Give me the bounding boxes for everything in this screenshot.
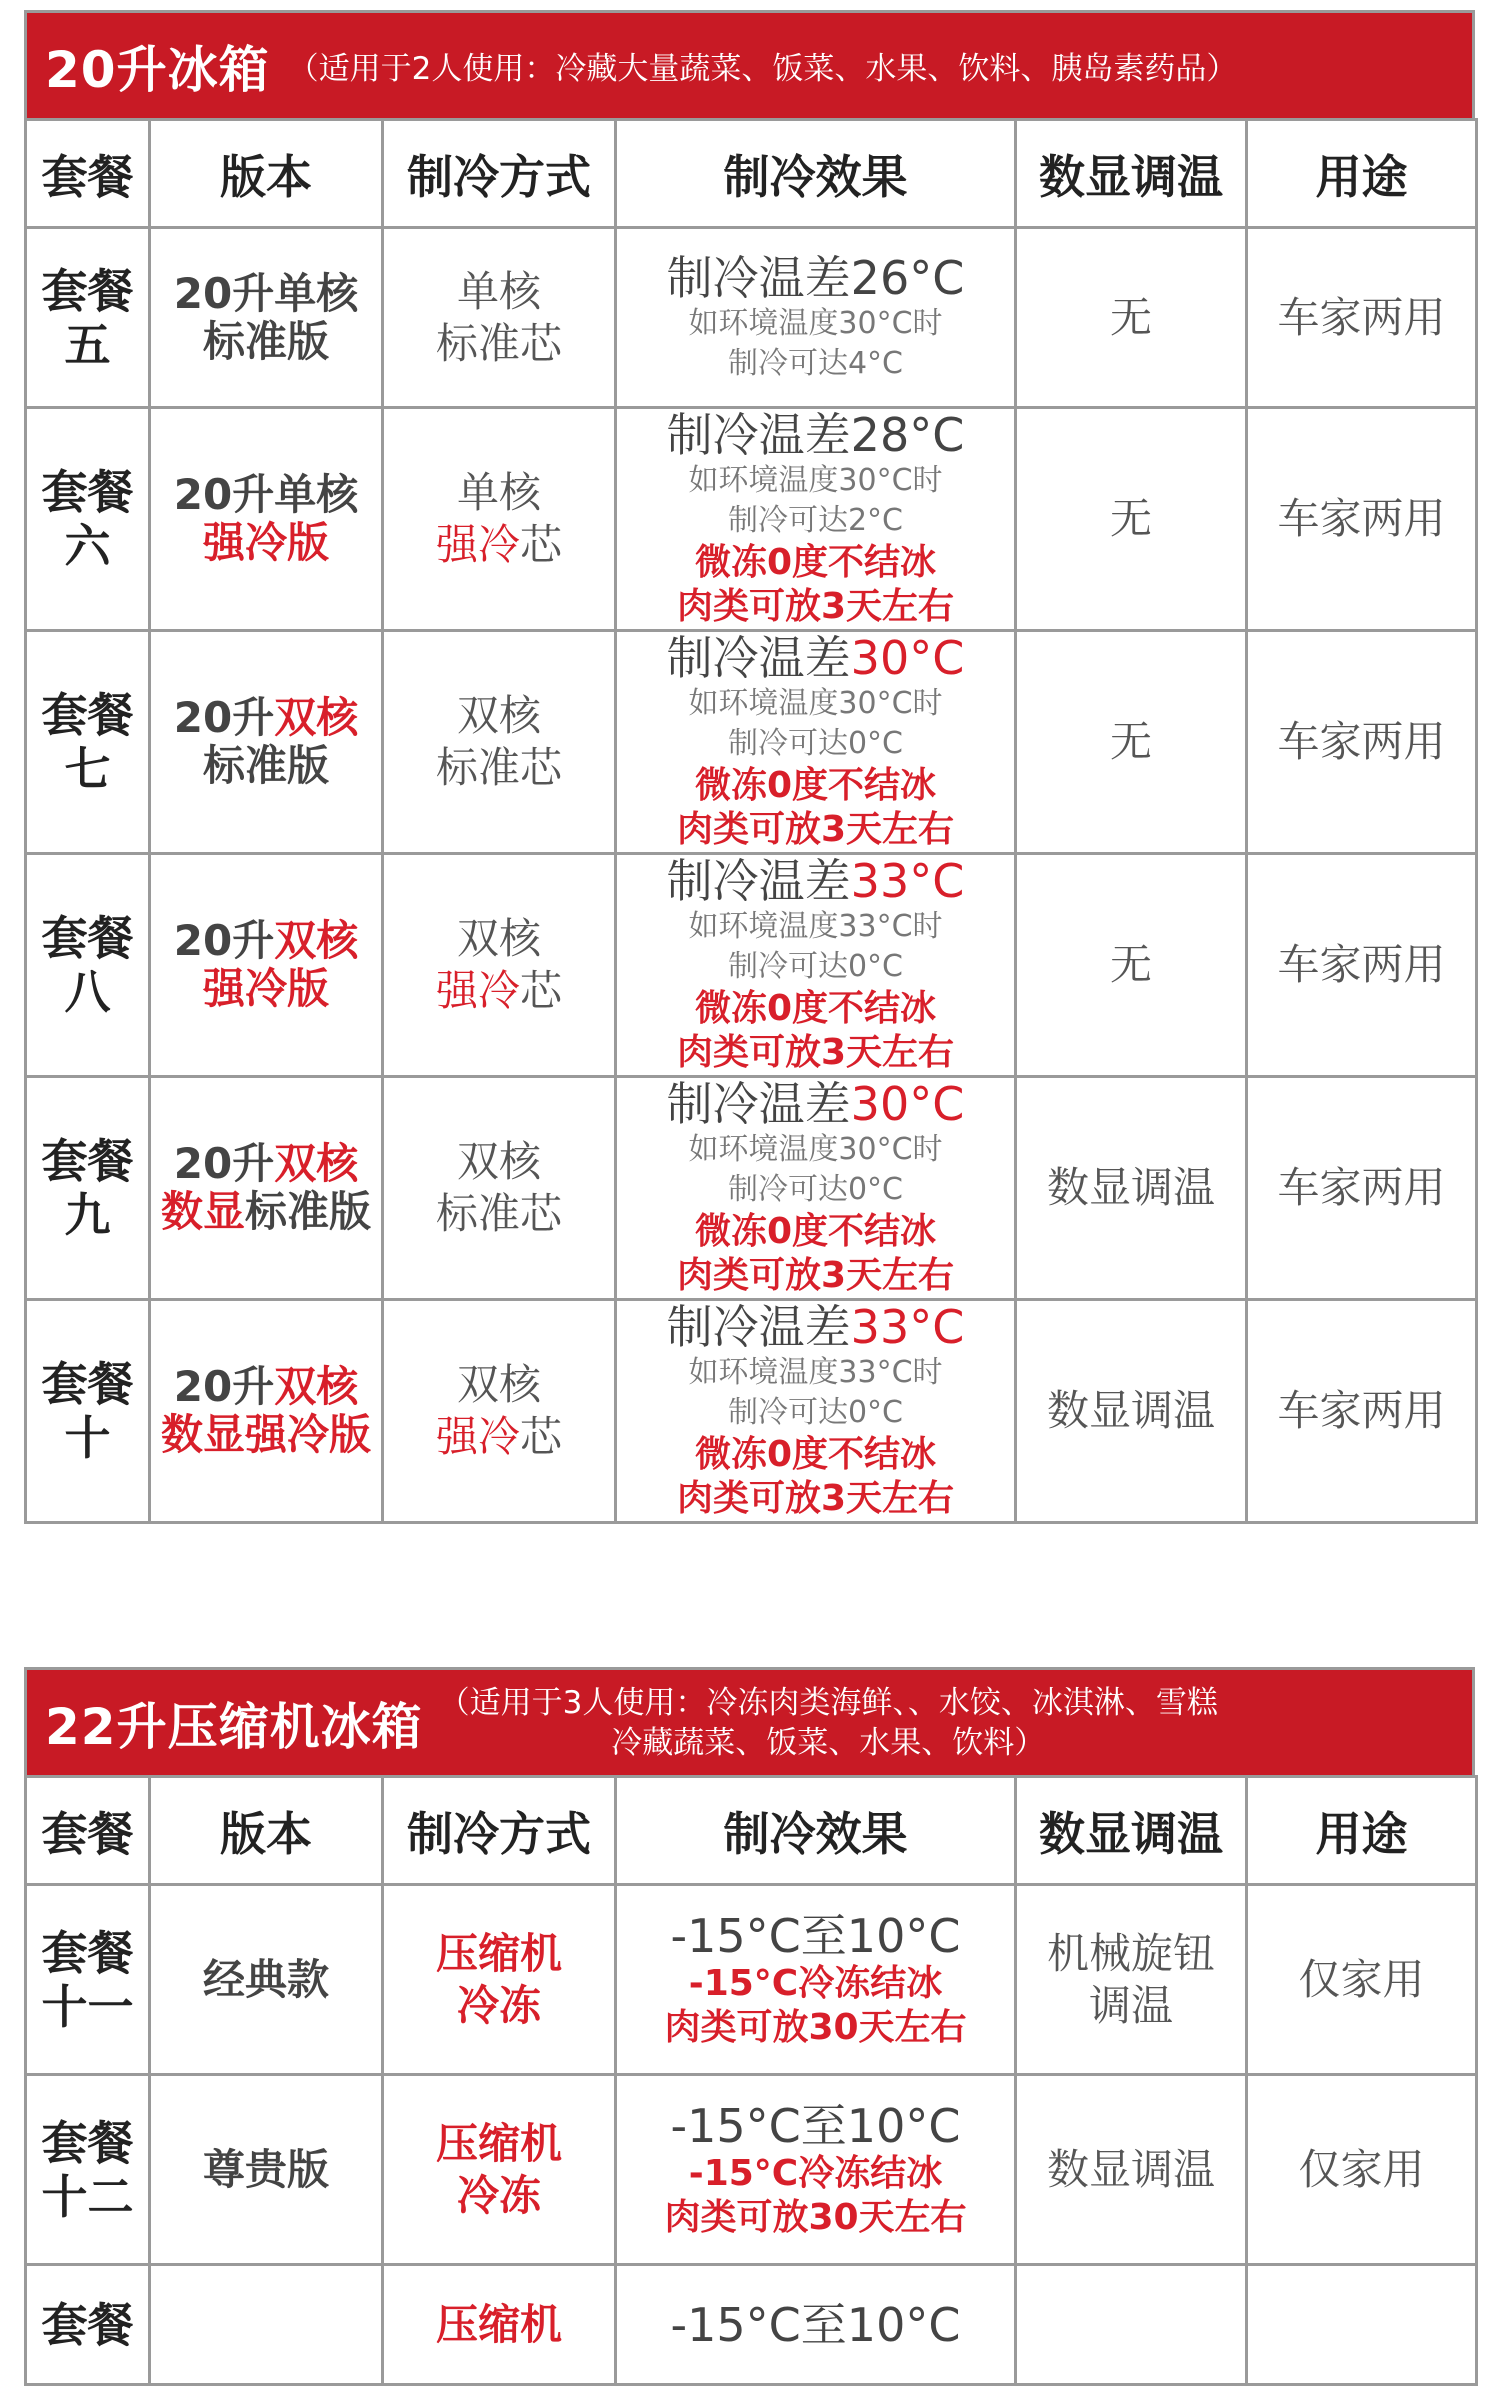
effect-detail: 如环境温度30°C时 [688, 463, 943, 498]
display-control-cell: 无 [1016, 408, 1247, 631]
effect-main-text: 制冷温差 [666, 1077, 851, 1131]
version-cell [150, 228, 383, 408]
package-cell [26, 2265, 150, 2385]
version-cell [150, 631, 383, 854]
version-line-text: 20升单核 [173, 268, 359, 318]
package-label: 套餐 [41, 1134, 134, 1188]
package-label: 六 [64, 519, 111, 573]
cooling-line-text: 双核 [456, 914, 541, 963]
cooling-method-cell [383, 1885, 616, 2075]
effect-main-text: 制冷温差 [666, 631, 851, 685]
column-header: 版本 [150, 120, 383, 228]
package-label: 套餐 [41, 465, 134, 519]
version-line [151, 270, 381, 318]
column-header: 制冷方式 [383, 120, 616, 228]
column-header: 套餐 [26, 120, 150, 228]
section-title: 20升冰箱 [45, 40, 270, 99]
cooling-line: 压缩机 [435, 1928, 562, 1978]
display-control-cell: 数显调温 [1016, 1077, 1247, 1300]
cooling-line: 压缩机 [435, 2118, 562, 2168]
effect-detail: 制冷可达0°C [727, 726, 904, 761]
column-header: 用途 [1247, 120, 1477, 228]
effect-main-value: 33°C [850, 1300, 965, 1354]
usage-cell [1247, 2265, 1477, 2385]
section-subtitle [439, 1683, 1218, 1763]
effect-highlight: 肉类可放30天左右 [664, 2006, 967, 2048]
cooling-line-text: 芯 [520, 1412, 563, 1461]
effect-highlight: 肉类可放3天左右 [676, 1478, 955, 1519]
table-row [26, 2265, 1477, 2385]
usage-cell: 车家两用 [1247, 854, 1477, 1077]
table-row [26, 854, 1477, 1077]
version-line-text: 双核 [274, 693, 359, 742]
version-line-text: 标准版 [202, 316, 329, 366]
effect-highlight: 肉类可放3天左右 [676, 1032, 955, 1073]
cooling-line-text: 标准芯 [435, 743, 562, 792]
display-control-cell [1016, 1885, 1247, 2075]
cooling-line [384, 1411, 614, 1463]
display-control-line: 调温 [1088, 1980, 1173, 2030]
version-line-text: 强冷版 [202, 518, 329, 567]
version-line-text: 标准版 [245, 1187, 372, 1236]
section-subtitle: （适用于2人使用：冷藏大量蔬菜、饭菜、水果、饮料、胰岛素药品） [287, 51, 1238, 87]
package-cell [26, 408, 150, 631]
section-20l [24, 10, 1475, 1524]
version-line-text: 20升 [173, 1362, 275, 1411]
package-label: 五 [64, 317, 111, 372]
cooling-effect-cell [616, 228, 1016, 408]
section-banner [24, 1667, 1475, 1775]
effect-main: -15°C至10°C [670, 2098, 961, 2153]
version-line-text: 双核 [274, 916, 359, 965]
cooling-method-cell [383, 854, 616, 1077]
effect-main [617, 409, 1014, 461]
package-cell [26, 1300, 150, 1523]
effect-main [617, 1078, 1014, 1130]
column-header: 套餐 [26, 1777, 150, 1885]
version-cell: 经典款 [150, 1885, 383, 2075]
effect-detail: 制冷可达4°C [727, 345, 904, 381]
package-label: 十 [64, 1411, 111, 1465]
effect-detail: 如环境温度30°C时 [688, 1132, 943, 1167]
column-header: 用途 [1247, 1777, 1477, 1885]
cooling-line [384, 1188, 614, 1240]
version-line-text: 20升 [173, 693, 275, 742]
cooling-line [384, 742, 614, 794]
version-cell [150, 1300, 383, 1523]
cooling-line-text: 单核 [456, 468, 541, 517]
effect-detail: 如环境温度30°C时 [688, 686, 943, 721]
package-label: 套餐 [41, 1925, 134, 1980]
version-cell [150, 2265, 383, 2385]
cooling-effect-cell [616, 408, 1016, 631]
table-row [26, 408, 1477, 631]
package-label: 套餐 [41, 688, 134, 742]
cooling-method-cell [383, 2265, 616, 2385]
cooling-method-cell [383, 631, 616, 854]
cooling-effect-cell [616, 2265, 1016, 2385]
usage-cell: 车家两用 [1247, 1300, 1477, 1523]
effect-highlight: 微冻0度不结冰 [694, 1211, 937, 1252]
usage-cell: 车家两用 [1247, 228, 1477, 408]
package-label: 十二 [41, 2169, 134, 2224]
effect-highlight: -15°C冷冻结冰 [688, 1962, 943, 2004]
cooling-effect-cell [616, 1885, 1016, 2075]
column-header: 版本 [150, 1777, 383, 1885]
cooling-line-text: 标准芯 [435, 1189, 562, 1238]
version-line-text: 双核 [274, 1139, 359, 1188]
section-title: 22升压缩机冰箱 [45, 1697, 423, 1756]
cooling-method-cell [383, 1077, 616, 1300]
cooling-line [384, 1359, 614, 1411]
effect-highlight: 微冻0度不结冰 [694, 765, 937, 806]
column-header: 制冷效果 [616, 1777, 1016, 1885]
package-cell [26, 1885, 150, 2075]
package-cell [26, 1077, 150, 1300]
spec-table [24, 1775, 1478, 2386]
display-control-cell: 数显调温 [1016, 1300, 1247, 1523]
effect-highlight: 微冻0度不结冰 [694, 542, 937, 583]
cooling-line-text: 强冷 [435, 520, 520, 569]
package-cell [26, 2075, 150, 2265]
display-control-cell [1016, 2265, 1247, 2385]
cooling-line-text: 芯 [520, 966, 563, 1015]
effect-main [617, 252, 1014, 304]
package-label: 套餐 [41, 263, 134, 318]
effect-detail: 如环境温度30°C时 [688, 305, 943, 341]
version-line [151, 917, 381, 965]
usage-cell: 车家两用 [1247, 631, 1477, 854]
usage-cell: 仅家用 [1247, 2075, 1477, 2265]
cooling-line [384, 690, 614, 742]
effect-main-text: 制冷温差 [666, 1300, 851, 1354]
cooling-line [384, 1136, 614, 1188]
cooling-line [384, 913, 614, 965]
cooling-method-cell [383, 2075, 616, 2265]
effect-detail: 制冷可达0°C [727, 949, 904, 984]
effect-highlight: 微冻0度不结冰 [694, 988, 937, 1029]
cooling-effect-cell [616, 2075, 1016, 2265]
version-line-text: 数显强冷版 [160, 1410, 371, 1459]
column-header: 数显调温 [1016, 120, 1247, 228]
column-header: 制冷效果 [616, 120, 1016, 228]
package-label: 七 [64, 742, 111, 796]
effect-detail: 制冷可达2°C [727, 503, 904, 538]
cooling-line [384, 965, 614, 1017]
version-line [151, 471, 381, 519]
cooling-line: 压缩机 [435, 2299, 562, 2349]
version-line [151, 318, 381, 366]
table-row [26, 631, 1477, 854]
version-line-text: 强冷版 [202, 964, 329, 1013]
version-cell [150, 854, 383, 1077]
usage-cell: 仅家用 [1247, 1885, 1477, 2075]
cooling-line-text: 强冷 [435, 966, 520, 1015]
column-header: 数显调温 [1016, 1777, 1247, 1885]
package-label: 八 [64, 965, 111, 1019]
display-control-cell: 无 [1016, 854, 1247, 1077]
package-label: 套餐 [41, 911, 134, 965]
package-label: 九 [64, 1188, 111, 1242]
version-line [151, 519, 381, 567]
effect-highlight: 肉类可放3天左右 [676, 586, 955, 627]
display-control-cell [1016, 2075, 1247, 2265]
display-control-cell: 无 [1016, 228, 1247, 408]
usage-cell: 车家两用 [1247, 1077, 1477, 1300]
effect-main [617, 855, 1014, 907]
effect-highlight: 微冻0度不结冰 [694, 1434, 937, 1475]
effect-main-value: 33°C [850, 854, 965, 908]
cooling-effect-cell [616, 854, 1016, 1077]
cooling-line [384, 266, 614, 318]
display-control-line: 数显调温 [1046, 2144, 1215, 2194]
package-cell [26, 854, 150, 1077]
effect-main-text: 制冷温差28°C [666, 408, 965, 462]
cooling-line-text: 芯 [520, 520, 563, 569]
package-cell [26, 228, 150, 408]
table-row [26, 1885, 1477, 2075]
effect-detail: 如环境温度33°C时 [688, 1355, 943, 1390]
version-cell [150, 408, 383, 631]
table-header-row [26, 120, 1477, 228]
display-control-line: 机械旋钮 [1046, 1928, 1215, 1978]
effect-main [617, 632, 1014, 684]
cooling-line [384, 467, 614, 519]
effect-main-text: 制冷温差26°C [666, 250, 965, 305]
table-row [26, 2075, 1477, 2265]
package-cell [26, 631, 150, 854]
version-line [151, 1140, 381, 1188]
cooling-effect-cell [616, 1077, 1016, 1300]
version-line [151, 965, 381, 1013]
effect-highlight: 肉类可放3天左右 [676, 1255, 955, 1296]
cooling-method-cell [383, 228, 616, 408]
cooling-effect-cell [616, 631, 1016, 854]
cooling-method-cell [383, 408, 616, 631]
effect-main-text: 制冷温差 [666, 854, 851, 908]
effect-main-value: 30°C [850, 631, 965, 685]
effect-main: -15°C至10°C [670, 1908, 961, 1963]
cooling-line-text: 双核 [456, 1137, 541, 1186]
version-line-text: 标准版 [202, 741, 329, 790]
package-label: 套餐 [41, 2297, 134, 2352]
package-label: 套餐 [41, 1357, 134, 1411]
version-line-text: 数显 [160, 1187, 245, 1236]
version-line-text: 20升单核 [173, 470, 359, 519]
table-row [26, 228, 1477, 408]
version-cell: 尊贵版 [150, 2075, 383, 2265]
version-line-text: 双核 [274, 1362, 359, 1411]
version-line [151, 694, 381, 742]
effect-main: -15°C至10°C [670, 2297, 961, 2352]
version-line [151, 1188, 381, 1236]
section-subtitle-line: （适用于3人使用：冷冻肉类海鲜、、水饺、冰淇淋、雪糕 [438, 1684, 1218, 1721]
usage-cell: 车家两用 [1247, 408, 1477, 631]
effect-detail: 制冷可达0°C [727, 1172, 904, 1207]
display-control-cell: 无 [1016, 631, 1247, 854]
cooling-line-text: 标准芯 [435, 318, 562, 368]
cooling-line-text: 双核 [456, 1360, 541, 1409]
effect-highlight: 肉类可放3天左右 [676, 809, 955, 850]
version-line-text: 20升 [173, 916, 275, 965]
cooling-effect-cell [616, 1300, 1016, 1523]
effect-main-value: 30°C [850, 1077, 965, 1131]
section-subtitle-line: 冷藏蔬菜、饭菜、水果、饮料） [611, 1724, 1046, 1761]
version-cell [150, 1077, 383, 1300]
effect-highlight: -15°C冷冻结冰 [688, 2152, 943, 2194]
table-row [26, 1077, 1477, 1300]
table-header-row [26, 1777, 1477, 1885]
version-line-text: 20升 [173, 1139, 275, 1188]
version-line [151, 742, 381, 790]
cooling-line [384, 519, 614, 571]
version-line [151, 1363, 381, 1411]
section-22l-compressor [24, 1667, 1475, 2386]
effect-main [617, 1301, 1014, 1353]
package-label: 套餐 [41, 2115, 134, 2170]
cooling-line-text: 单核 [456, 266, 541, 316]
table-row [26, 1300, 1477, 1523]
section-banner [24, 10, 1475, 118]
cooling-line: 冷冻 [456, 2170, 541, 2220]
package-label: 十一 [41, 1979, 134, 2034]
effect-detail: 制冷可达0°C [727, 1395, 904, 1430]
cooling-line: 冷冻 [456, 1980, 541, 2030]
cooling-line [384, 318, 614, 370]
column-header: 制冷方式 [383, 1777, 616, 1885]
effect-detail: 如环境温度33°C时 [688, 909, 943, 944]
cooling-line-text: 强冷 [435, 1412, 520, 1461]
cooling-method-cell [383, 1300, 616, 1523]
version-line [151, 1411, 381, 1459]
effect-highlight: 肉类可放30天左右 [664, 2196, 967, 2238]
spec-table [24, 118, 1478, 1524]
cooling-line-text: 双核 [456, 691, 541, 740]
